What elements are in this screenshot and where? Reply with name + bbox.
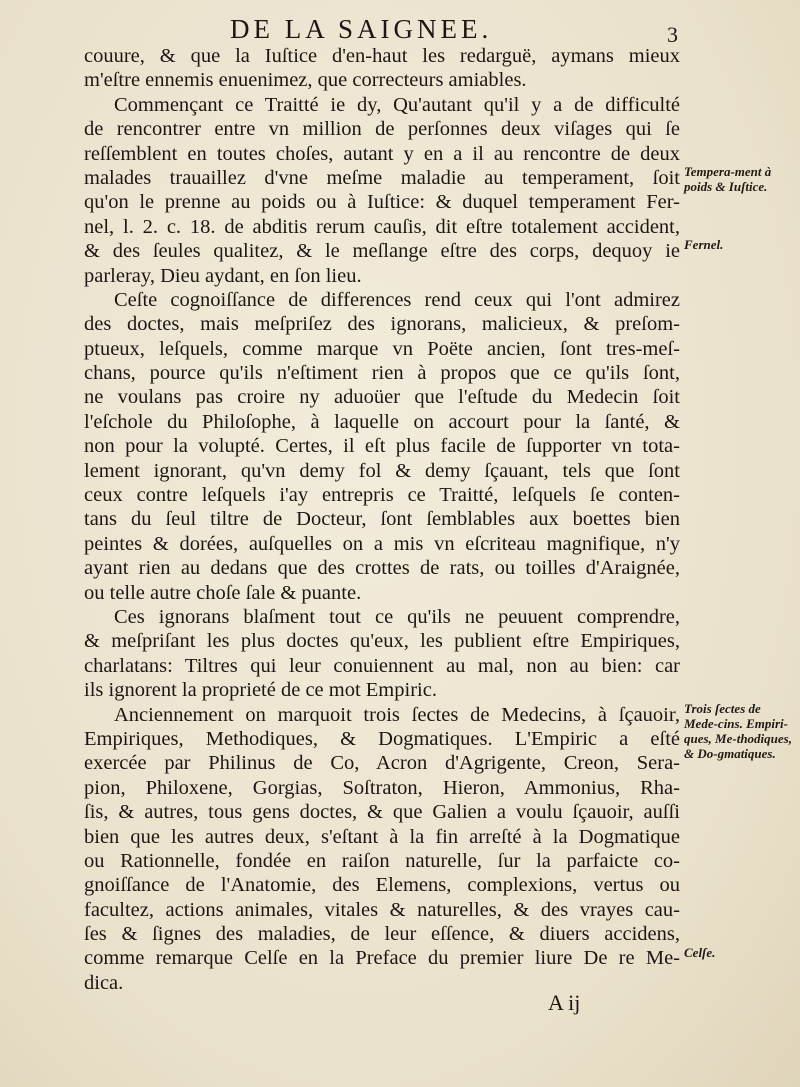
text-line: peintes & dorées, auſquelles on a mis vn eſcriteau magnifique, n'y bbox=[84, 532, 680, 555]
text-line: ſes & ſignes des maladies, de leur eſſence, & diuers accidens, bbox=[84, 923, 680, 946]
text-line: Commençant ce Traitté ie dy, Qu'autant qu'il y a de difficulté bbox=[114, 93, 680, 116]
text-line: Ceſte cognoiſſance de differences rend ceux qui l'ont admirez bbox=[114, 288, 680, 311]
text-line: ſis, & autres, tous gens doctes, & que Galien a voulu ſçauoir, auſſi bbox=[84, 801, 680, 824]
text-line: l'eſchole du Philoſophe, à laquelle on accourt pour la ſanté, & bbox=[84, 410, 680, 433]
margin-note: Celſe. bbox=[684, 944, 716, 960]
text-line: & des ſeules qualitez, & le meſlange eſtre des corps, dequoy ie bbox=[84, 240, 680, 263]
running-head: DE LA SAIGNEE. bbox=[230, 14, 493, 44]
page-number: 3 bbox=[667, 22, 678, 47]
text-line: qu'on le prenne au poids ou à Iuſtice: & duquel temperament Fer- bbox=[84, 191, 680, 214]
margin-note: Fernel. bbox=[684, 237, 724, 253]
text-line: exercée par Philinus de Co, Acron d'Agrigente, Creon, Sera- bbox=[84, 752, 680, 775]
text-line: de rencontrer entre vn million de perſonnes deux viſages qui ſe bbox=[84, 118, 680, 141]
margin-note: Tempera-ment à poids & Iuſtice. bbox=[684, 164, 772, 194]
text-line: ou telle autre choſe ſale & puante. bbox=[84, 581, 362, 604]
text-line: non pour la volupté. Certes, il eſt plus facile de ſupporter vn tota- bbox=[84, 435, 680, 458]
signature-mark: A ij bbox=[548, 990, 581, 1015]
text-line: malades trauaillez d'vne meſme maladie au temperament, ſoit bbox=[84, 166, 680, 189]
text-line: reſſemblent en toutes choſes, autant y en a il au rencontre de deux bbox=[84, 142, 680, 165]
text-line: chans, pource qu'ils n'eſtiment rien à propos que ce qu'ils ſont, bbox=[84, 362, 680, 385]
text-line: des doctes, mais meſpriſez des ignorans, malicieux, & preſom- bbox=[84, 313, 680, 336]
text-line: ayant rien au dedans que des crottes de rats, ou toilles d'Araignée, bbox=[84, 557, 680, 580]
text-line: ne voulans pas croire ny aduoüer que l'eſtude du Medecin ſoit bbox=[84, 386, 680, 409]
text-line: dica. bbox=[84, 971, 124, 994]
text-line: charlatans: Tiltres qui leur conuiennent au mal, non au bien: car bbox=[84, 654, 680, 677]
text-line: m'eſtre ennemis enuenimez, que correcteurs amiables. bbox=[84, 69, 527, 92]
body-text bbox=[84, 44, 680, 995]
text-line: nel, l. 2. c. 18. de abditis rerum cauſis, dit eſtre totalement accident, bbox=[84, 215, 680, 238]
text-line: Anciennement on marquoit trois ſectes de Medecins, à ſçauoir, bbox=[114, 703, 680, 726]
margin-note: Trois ſectes de Mede-cins. Empiri-ques, Me-thodiques, & Do-gmatiques. bbox=[684, 700, 792, 761]
text-line: ptueux, leſquels, comme marque vn Poëte ancien, ſont tres-meſ- bbox=[84, 337, 680, 360]
text-line: ceux contre leſquels i'ay entrepris ce Traitté, leſquels ſe conten- bbox=[84, 484, 680, 507]
text-line: parleray, Dieu aydant, en ſon lieu. bbox=[84, 264, 362, 287]
text-line: couure, & que la Iuſtice d'en-haut les redarguë, aymans mieux bbox=[84, 45, 680, 67]
text-line: facultez, actions animales, vitales & naturelles, & des vrayes cau- bbox=[84, 898, 680, 921]
text-line: Ces ignorans blaſment tout ce qu'ils ne peuuent comprendre, bbox=[114, 605, 680, 628]
text-line: Empiriques, Methodiques, & Dogmatiques. L'Empiric a eſté bbox=[84, 727, 680, 750]
text-line: tans du ſeul tiltre de Docteur, ſont ſemblables aux boettes bien bbox=[84, 508, 680, 531]
text-line: pion, Philoxene, Gorgias, Soſtraton, Hieron, Ammonius, Rha- bbox=[84, 776, 680, 799]
text-line: & meſpriſant les plus doctes qu'eux, les publient eſtre Empiriques, bbox=[84, 630, 680, 653]
text-line: gnoiſſance de l'Anatomie, des Elemens, complexions, vertus ou bbox=[84, 874, 680, 897]
text-line: ils ignorent la proprieté de ce mot Empiric. bbox=[84, 679, 437, 702]
text-line: bien que les autres deux, s'eſtant à la fin arreſté à la Dogmatique bbox=[84, 825, 680, 848]
text-line: ou Rationnelle, fondée en raiſon naturelle, ſur la parfaicte co- bbox=[84, 849, 680, 872]
text-line: lement ignorant, qu'vn demy fol & demy ſçauant, tels que ſont bbox=[84, 459, 680, 482]
text-line: comme remarque Celſe en la Preface du premier liure De re Me- bbox=[84, 947, 680, 970]
